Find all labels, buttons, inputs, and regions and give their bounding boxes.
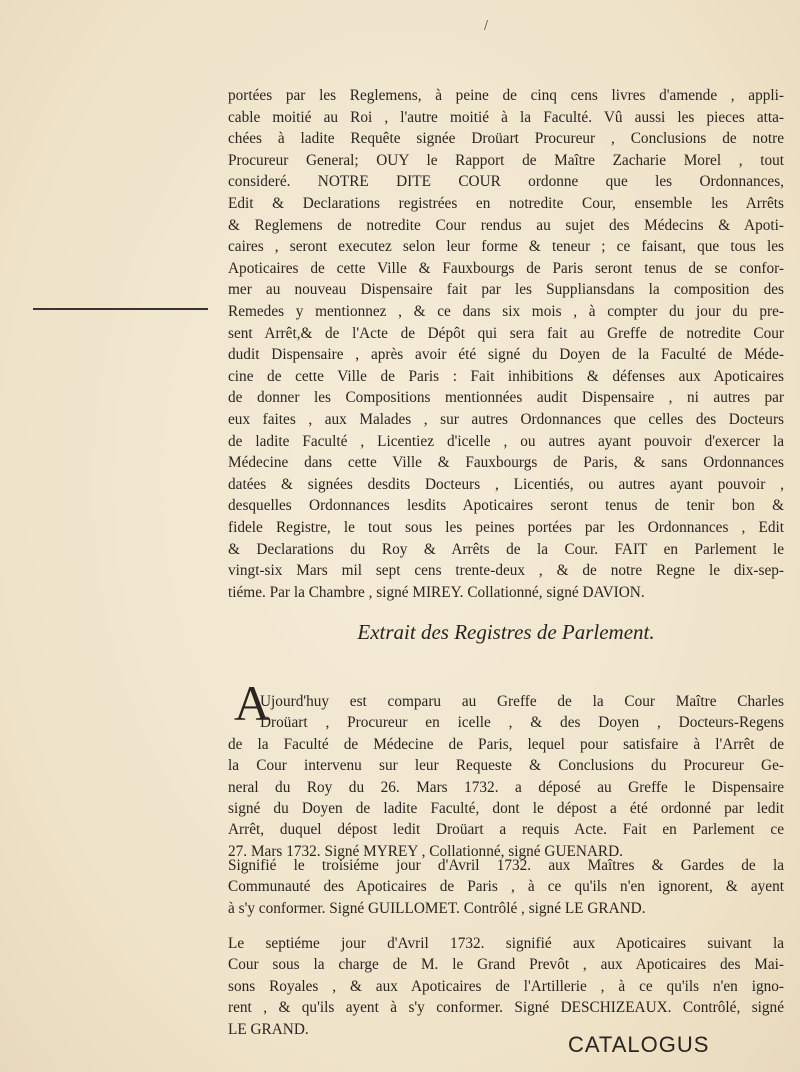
text-line: de ladite Faculté , Licentiez d'icelle , ou autres ayant pouvoir d'exercer la	[228, 432, 784, 450]
text-line: cine de cette Ville de Paris : Fait inhibitions & défenses aux Apoticaires	[228, 367, 784, 385]
text-line: datées & signées desdits Docteurs , Licentiés, ou autres ayant pouvoir ,	[228, 475, 784, 493]
text-line: & Declarations du Roy & Arrêts de la Cour. FAIT en Parlement le	[228, 540, 784, 558]
text-line: Ujourd'huy est comparu au Greffe de la Cour Maître Charles	[260, 693, 784, 710]
text-line: la Cour intervenu sur leur Requeste & Conclusions du Procureur Ge-	[228, 757, 784, 775]
text-line: Médecine dans cette Ville & Fauxbourgs de Paris, & sans Ordonnances	[228, 454, 784, 472]
text-line: signé du Doyen de ladite Faculté, dont le dépost a été ordonné par ledit	[228, 800, 784, 817]
text-line: neral du Roy du 26. Mars 1732. a déposé au Greffe le Dispensaire	[228, 778, 784, 796]
text-line: sent Arrêt,& de l'Acte de Dépôt qui sera fait au Greffe de notredite Cour	[228, 324, 784, 342]
text-line: & Reglemens de notredite Cour rendus au sujet des Médecins & Apoti-	[228, 216, 784, 234]
text-line: caires , seront executez selon leur forme & teneur ; ce faisant, que tous les	[228, 238, 784, 256]
text-line: cable moitié au Roi , l'autre moitié à la Faculté. Vû aussi les pieces atta-	[228, 108, 784, 126]
text-line: de la Faculté de Médecine de Paris, lequel pour satisfaire à l'Arrêt de	[228, 735, 784, 753]
text-line: mer au nouveau Dispensaire fait par les Suppliansdans la composition des	[228, 281, 784, 299]
text-line: consideré. NOTRE DITE COUR ordonne que les Ordonnances,	[228, 173, 784, 191]
text-line: dudit Dispensaire , après avoir été signé du Doyen de la Faculté de Méde-	[228, 346, 784, 364]
text-line: Arrêt, duquel dépost ledit Droüart a requis Acte. Fait en Parlement ce	[228, 821, 784, 839]
text-line: Communauté des Apoticaires de Paris , à ce qu'ils n'en ignorent, & ayent	[228, 878, 784, 896]
catchword: CATALOGUS	[568, 1032, 710, 1057]
text-line: à s'y conformer. Signé GUILLOMET. Contrôlé , signé LE GRAND.	[228, 899, 646, 917]
text-line: Remedes y mentionnez , & ce dans six mois , à compter du jour du pre-	[228, 303, 784, 320]
section-heading: Extrait des Registres de Parlement.	[357, 620, 655, 644]
text-line: Edit & Declarations registrées en notredite Cour, ensemble les Arrêts	[228, 195, 784, 212]
text-line: de donner les Compositions mentionnées audit Dispensaire , ni autres par	[228, 389, 784, 407]
document-page	[228, 0, 788, 1072]
text-line: sons Royales , & aux Apoticaires de l'Artillerie , à ce qu'ils n'en igno-	[228, 977, 784, 995]
drop-capital: A	[234, 675, 271, 731]
text-line: Cour sous la charge de M. le Grand Prevôt , aux Apoticaires des Mai-	[228, 956, 784, 974]
text-line: rent , & qu'ils ayent à s'y conformer. Signé DESCHIZEAUX. Contrôlé, signé	[228, 999, 784, 1017]
text-line: tiéme. Par la Chambre , signé MIREY. Collationné, signé DAVION.	[228, 583, 645, 601]
text-line: Apoticaires de cette Ville & Fauxbourgs de Paris seront tenus de se confor-	[228, 259, 784, 277]
text-line: LE GRAND.	[228, 1020, 309, 1038]
text-line: fidele Registre, le tout sous les peines portées par les Ordonnances , Edit	[228, 519, 784, 536]
text-line: chées à ladite Requête signée Droüart Procureur , Conclusions de notre	[228, 130, 784, 148]
text-line: vingt-six Mars mil sept cens trente-deux , & de notre Regne le dix-sep-	[228, 562, 784, 580]
text-line: Procureur General; OUY le Rapport de Maître Zacharie Morel , tout	[228, 151, 784, 169]
text-line: portées par les Reglemens, à peine de cinq cens livres d'amende , appli-	[228, 87, 784, 104]
text-line: Droüart , Procureur en icelle , & des Doyen , Docteurs-Regens	[260, 714, 784, 732]
text-line: eux faites , aux Malades , sur autres Ordonnances que celles des Docteurs	[228, 411, 784, 428]
margin-rule	[33, 308, 208, 310]
page-mark: /	[484, 18, 489, 32]
text-line: desquelles Ordonnances lesdits Apoticaires seront tenus de tenir bon &	[228, 497, 784, 515]
text-line: 27. Mars 1732. Signé MYREY , Collationné, signé GUENARD.	[228, 842, 624, 860]
text-line: Le septiéme jour d'Avril 1732. signifié aux Apoticaires suivant la	[228, 935, 784, 952]
text-line: Signifié le troisiéme jour d'Avril 1732. aux Maîtres & Gardes de la	[228, 857, 784, 874]
